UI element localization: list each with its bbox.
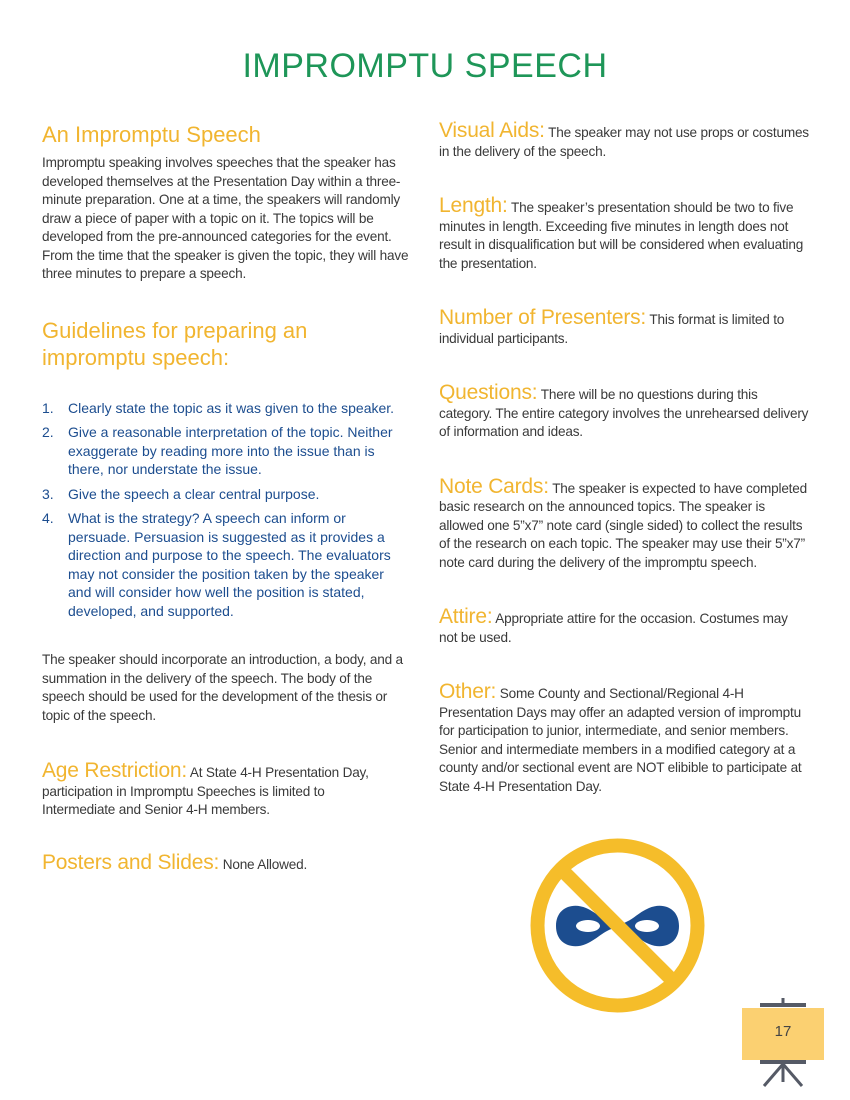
age-restriction-label: Age Restriction:: [42, 759, 188, 782]
visual-aids-label: Visual Aids:: [439, 119, 545, 142]
intro-heading: An Impromptu Speech: [42, 122, 261, 147]
length-label: Length:: [439, 194, 508, 217]
guidelines-list: [42, 399, 410, 621]
questions-section: [439, 381, 809, 442]
right-column: [439, 119, 809, 796]
length-text: The speaker’s presentation should be two to five minutes in length. Exceeding five minutes in length does not result in disqualification but will be considered when evaluating the presentation.: [439, 200, 804, 271]
attire-text: Appropriate attire for the occasion. Costumes may not be used.: [439, 611, 788, 645]
body-text: The speaker should incorporate an introduction, a body, and a summation in the delivery of the speech. The body of the speech should be used for the development of the thesis or topic of the speech.: [42, 652, 403, 723]
page-title: IMPROMPTU SPEECH: [242, 47, 608, 85]
presenters-label: Number of Presenters:: [439, 306, 647, 329]
note-cards-section: [439, 474, 809, 573]
questions-label: Questions:: [439, 381, 538, 404]
page-number: 17: [774, 1023, 792, 1040]
intro-text: Impromptu speaking involves speeches that the speaker has developed themselves at the Presentation Day within a three-minute preparation. One at a time, the speakers will randomly draw a piece of paper with a topic on it. The topics will be developed from the pre-announced categories for the event. From the time that the speaker is given the topic, they will have three minutes to prepare a speech.: [42, 155, 409, 281]
guidelines-heading: Guidelines for preparing an impromptu speech:: [42, 317, 308, 370]
posters-text: None Allowed.: [222, 856, 308, 872]
list-item: 1. Clearly state the topic as it was given to the speaker.: [42, 399, 395, 416]
list-item: 3. Give the speech a clear central purpose.: [42, 485, 320, 502]
posters-section: [42, 850, 410, 875]
other-text: Some County and Sectional/Regional 4-H Presentation Days may offer an adapted version of impromptu for participation to junior, intermediate, and senior members. Senior and intermediate members in a modified category at a county and/or sectional event are NOT elibible to participate at State 4-H Presentation Day.: [439, 686, 802, 794]
other-label: Other:: [439, 680, 497, 703]
length-section: [439, 194, 809, 273]
visual-aids-text: The speaker may not use props or costumes in the delivery of the speech.: [439, 125, 809, 159]
attire-section: [439, 605, 809, 647]
age-restriction-section: [42, 759, 387, 820]
visual-aids-section: [439, 119, 809, 161]
note-cards-text: The speaker is expected to have completed basic research on the announced topics. The speaker is allowed one 5”x7” note card (single sided) to collect the results of the research on each topic. The speaker may use their 5”x7” note card during the delivery of the impromptu speech.: [439, 480, 807, 570]
age-restriction-text: At State 4-H Presentation Day, participation in Impromptu Speeches is limited to Intermediate and Senior 4-H members.: [42, 765, 369, 817]
presenters-section: [439, 306, 809, 348]
list-item: 2. Give a reasonable interpretation of the topic. Neither exaggerate by reading more into the issue than is there, nor understate the issue.: [42, 424, 393, 477]
note-cards-label: Note Cards:: [439, 474, 549, 498]
posters-label: Posters and Slides:: [42, 850, 220, 874]
presenters-text: This format is limited to individual participants.: [439, 312, 785, 346]
no-mask-icon: [530, 838, 705, 1013]
attire-label: Attire:: [439, 605, 493, 628]
left-column: [42, 122, 410, 874]
questions-text: There will be no questions during this category. The entire category involves the unrehearsed delivery of information and ideas.: [439, 387, 809, 439]
other-section: [439, 680, 809, 796]
list-item: 4. What is the strategy? A speech can inform or persuade. Persuasion is suggested as it provides a direction and purpose to the speech. The evaluators may not consider the position taken by the speaker and will consider how well the position is stated, developed, and supported.: [42, 510, 391, 619]
